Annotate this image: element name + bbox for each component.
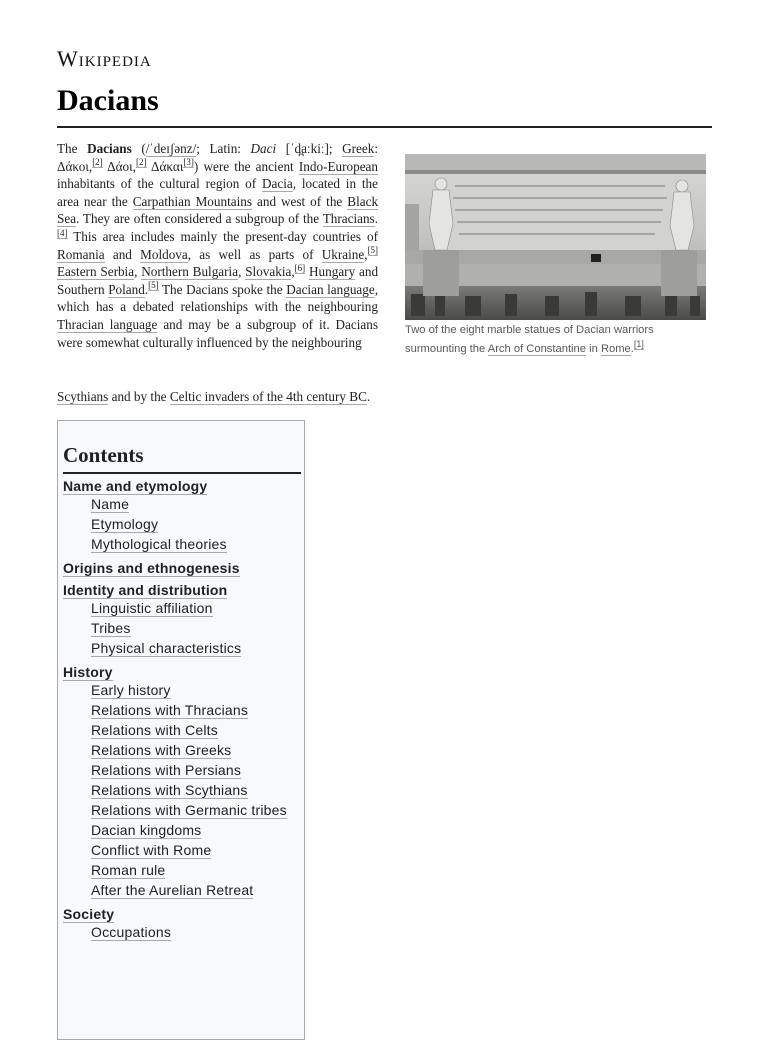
caption-text: . <box>630 343 634 355</box>
intro-text: Latin: <box>209 141 241 156</box>
toc-subsection[interactable] <box>91 760 299 780</box>
intro-text: and by the <box>111 389 167 404</box>
link-thracians[interactable]: Thracians <box>322 211 375 227</box>
toc-section-label: Society <box>63 906 115 922</box>
toc-section-label: Identity and distribution <box>63 582 228 598</box>
intro-text: inhabitants of the cultural region of <box>57 176 257 192</box>
toc-subsection-label: Mythological theories <box>91 536 227 552</box>
intro-text: , <box>364 246 368 262</box>
link-rome[interactable]: Rome <box>600 343 631 355</box>
link-scythians[interactable]: Scythians <box>57 389 109 404</box>
toc-section-label: Name and etymology <box>63 478 208 494</box>
toc-subsection-label: Relations with Scythians <box>91 782 248 798</box>
toc-subsection-label: Dacian kingdoms <box>91 822 202 838</box>
toc-section[interactable] <box>63 582 299 598</box>
intro-text: : <box>374 141 379 156</box>
link-romania[interactable]: Romania <box>57 246 105 262</box>
toc-subsection[interactable] <box>91 494 299 514</box>
link-eastern-serbia[interactable]: Eastern Serbia <box>57 264 135 280</box>
toc-subsection[interactable] <box>91 598 299 618</box>
toc-subsection-label: Early history <box>91 682 171 698</box>
toc-subsection-label: Name <box>91 496 130 512</box>
reference-link[interactable]: [5] <box>148 280 159 291</box>
toc-subsection-label: Etymology <box>91 516 159 532</box>
intro-text: , <box>291 264 295 280</box>
intro-text: ) were the ancient <box>193 158 294 174</box>
arch-of-constantine-photo[interactable] <box>405 154 706 320</box>
link-thracian-language[interactable]: Thracian language <box>57 316 158 332</box>
toc-subsection-label: Relations with Celts <box>91 722 218 738</box>
toc-subsection-label: Relations with Greeks <box>91 742 232 758</box>
toc-subsection-label: Conflict with Rome <box>91 842 212 858</box>
link-black-sea[interactable]: Black Sea <box>57 193 379 227</box>
toc-section-label: Origins and ethnogenesis <box>63 560 240 576</box>
intro-text: , as well as parts of <box>187 246 314 262</box>
toc-title: Contents <box>63 443 301 474</box>
toc-subsection[interactable] <box>91 720 299 740</box>
toc-subsection[interactable] <box>91 638 299 658</box>
link-moldova[interactable]: Moldova <box>140 246 188 262</box>
intro-text: , which has a debated relationships with the neighbouring <box>57 281 379 315</box>
link-celtic-invaders[interactable]: Celtic invaders of the 4th century BC <box>169 389 367 404</box>
link-carpathian-mountains[interactable]: Carpathian Mountains <box>132 193 252 209</box>
intro-text: . They are often considered a subgroup of the <box>76 211 320 227</box>
link-arch-of-constantine[interactable]: Arch of Constantine <box>487 343 586 355</box>
link-dacian-language[interactable]: Dacian language <box>286 281 375 297</box>
link-hungary[interactable]: Hungary <box>309 264 356 280</box>
link-dacia[interactable]: Dacia <box>261 176 293 192</box>
link-slovakia[interactable]: Slovakia <box>245 264 292 280</box>
toc-subsection-label: After the Aurelian Retreat <box>91 882 254 898</box>
article-subject-bold: Dacians <box>87 141 132 156</box>
toc-subsection[interactable] <box>91 514 299 534</box>
toc-subsection[interactable] <box>91 700 299 720</box>
toc-subsection-label: Occupations <box>91 924 172 940</box>
intro-text: and <box>112 246 132 262</box>
intro-text: and may be a subgroup of it. Dacians were somewhat culturally influenced by the neighbouring <box>57 316 379 350</box>
greek-term: Δάκαι <box>151 158 184 174</box>
toc-subsection[interactable] <box>91 780 299 800</box>
toc-list <box>63 478 299 942</box>
toc-subsection-label: Relations with Thracians <box>91 702 249 718</box>
link-ukraine[interactable]: Ukraine <box>321 246 365 262</box>
title-divider <box>57 126 712 128</box>
greek-term: Δάκοι, <box>57 158 93 174</box>
link-poland[interactable]: Poland <box>108 281 145 297</box>
toc-section[interactable] <box>63 906 299 922</box>
intro-paragraph: The Dacians (/ˈdeɪʃənz/; Latin: Daci [ˈd̪aːkiː]; Greek: Δάκοι,[2] Δάοι,[2] Δάκαι[3]) were the ancient Indo-European inhabitants of the cultural region of Dacia, located in the area near the Carpathian Mountains and west of the Black Sea. They are often considered a subgroup of the Thracians.[4] This area includes mainly the present-day countries of Romania and Moldova, as well as parts of Ukraine,[5] Eastern Serbia, Northern Bulgaria, Slovakia,[6] Hungary and Southern Poland.[5] The Dacians spoke the Dacian language, which has a debated relationships with the neighbouring Thracian language and may be a subgroup of it. Dacians were somewhat culturally influenced by the neighbouring <box>57 141 379 350</box>
intro-text: , <box>238 264 242 280</box>
toc-subsection[interactable] <box>91 880 299 900</box>
reference-link[interactable]: [2] <box>136 157 147 168</box>
toc-subsection-label: Relations with Germanic tribes <box>91 802 287 818</box>
toc-subsection[interactable] <box>91 922 299 942</box>
wikipedia-wordmark[interactable]: Wikipedia <box>57 46 152 71</box>
article-figure <box>405 154 707 359</box>
toc-subsection[interactable] <box>91 618 299 638</box>
toc-subsection-label: Tribes <box>91 620 131 636</box>
toc-subsection[interactable] <box>91 680 299 700</box>
intro-text: ; <box>328 141 333 156</box>
toc-subsection[interactable] <box>91 800 299 820</box>
intro-text: ; <box>196 141 200 156</box>
table-of-contents <box>57 420 305 1040</box>
link-northern-bulgaria[interactable]: Northern Bulgaria <box>141 264 239 280</box>
caption-text: in <box>589 343 598 355</box>
toc-subsection[interactable] <box>91 534 299 554</box>
intro-text: The Dacians spoke the <box>162 281 283 297</box>
toc-subsection-label: Relations with Persians <box>91 762 242 778</box>
toc-subsection-label: Roman rule <box>91 862 166 878</box>
reference-link[interactable]: [5] <box>367 245 379 256</box>
caption-text: Two of the eight marble statues of Dacian warriors surmounting the <box>405 324 654 355</box>
toc-subsection[interactable] <box>91 860 299 880</box>
toc-subsection-label: Linguistic affiliation <box>91 600 213 616</box>
greek-term: Δάοι, <box>107 158 137 174</box>
reference-link[interactable]: [2] <box>92 157 103 168</box>
intro-last-line <box>57 388 370 406</box>
figure-caption <box>405 321 707 359</box>
reference-link[interactable]: [3] <box>183 157 194 168</box>
reference-link[interactable]: [4] <box>57 227 68 238</box>
toc-section[interactable] <box>63 664 299 680</box>
toc-subsection[interactable] <box>91 840 299 860</box>
toc-subsection-label: Physical characteristics <box>91 640 242 656</box>
reference-link[interactable]: [6] <box>294 262 306 273</box>
latin-ipa: [ˈd̪aːkiː] <box>285 141 329 156</box>
intro-text: This area includes mainly the present-day countries of <box>73 228 379 244</box>
intro-text: , located in the area near the <box>57 176 379 209</box>
toc-section[interactable] <box>63 560 299 576</box>
latin-term: Daci <box>250 141 277 156</box>
toc-subsection[interactable] <box>91 820 299 840</box>
toc-section[interactable] <box>63 478 299 494</box>
intro-text: The <box>57 141 78 156</box>
reference-link[interactable]: [1] <box>633 339 644 350</box>
page-title: Dacians <box>57 84 159 117</box>
intro-text: and west of the <box>257 193 343 209</box>
intro-text: , <box>134 264 138 280</box>
intro-text: . <box>144 281 149 297</box>
toc-section-label: History <box>63 664 113 680</box>
pronunciation-link[interactable]: /ˈdeɪʃənz/ <box>145 141 197 156</box>
intro-text: and Southern <box>57 264 379 297</box>
link-indo-european[interactable]: Indo-European <box>298 158 378 174</box>
toc-subsection[interactable] <box>91 740 299 760</box>
intro-text: . <box>366 389 371 404</box>
intro-text: ( <box>141 141 146 156</box>
greek-link[interactable]: Greek <box>342 141 375 156</box>
